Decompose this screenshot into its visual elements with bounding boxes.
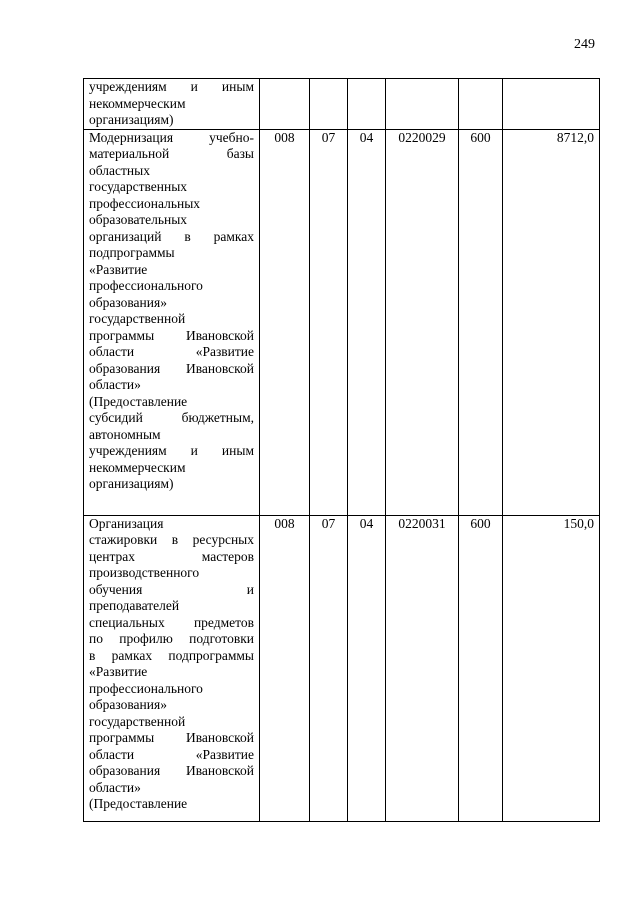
subsection-code: 04 (348, 129, 386, 515)
description-line: материальной базы (89, 146, 254, 161)
description-line: Организация (89, 515, 164, 531)
row-description (84, 129, 260, 515)
description-line: «Развитие (89, 261, 148, 277)
target-article-code: 0220029 (386, 129, 459, 515)
budget-table (83, 78, 600, 822)
expense-type-code: 600 (459, 515, 503, 821)
description-line: образования Ивановской (89, 763, 254, 778)
subsection-code (348, 79, 386, 130)
page-number: 249 (574, 37, 595, 52)
description-line: государственных (89, 179, 188, 194)
amount-cell: 8712,0 (503, 129, 600, 515)
amount-cell: 150,0 (503, 515, 600, 821)
description-line: стажировки в ресурсных (89, 532, 254, 547)
expense-type-code (459, 79, 503, 130)
description-line: области «Развитие (89, 344, 254, 359)
description-line: образования Ивановской (89, 360, 254, 376)
description-line: по профилю подготовки (89, 631, 254, 646)
description-line: программы Ивановской (89, 730, 254, 745)
description-line: учреждениям и иным (89, 443, 254, 458)
description-line: автономным (89, 426, 161, 442)
target-article-code: 0220031 (386, 515, 459, 821)
description-line: профессионального (89, 278, 203, 293)
table-row (84, 515, 600, 821)
description-line: «Развитие (89, 664, 148, 679)
ministry-code (260, 79, 310, 130)
description-line: образовательных (89, 212, 188, 227)
description-line: образования» (89, 697, 167, 712)
description-line: некоммерческим (89, 459, 186, 475)
description-line: профессионального (89, 680, 203, 696)
description-line: некоммерческим (89, 95, 186, 111)
expense-type-code: 600 (459, 129, 503, 515)
description-line: (Предоставление (89, 393, 188, 409)
description-line: учреждениям и иным (89, 79, 254, 94)
description-line: специальных предметов (89, 614, 254, 630)
subsection-code: 04 (348, 515, 386, 821)
description-line: в рамках подпрограммы (89, 647, 254, 663)
row-description (84, 79, 260, 130)
ministry-code: 008 (260, 515, 310, 821)
description-line: организациям) (89, 476, 174, 491)
target-article-code (386, 79, 459, 130)
description-line: субсидий бюджетным, (89, 410, 254, 425)
description-line: профессиональных (89, 195, 201, 211)
description-line: областных (89, 162, 150, 178)
description-line: подпрограммы (89, 245, 175, 260)
row-description (84, 515, 260, 821)
section-code: 07 (310, 129, 348, 515)
section-code: 07 (310, 515, 348, 821)
amount-cell (503, 79, 600, 130)
description-line: центрах мастеров (89, 548, 254, 564)
section-code (310, 79, 348, 130)
description-line: преподавателей (89, 598, 180, 613)
description-line: производственного (89, 565, 200, 580)
table-row (84, 79, 600, 130)
description-line: области «Развитие (89, 746, 254, 762)
description-line: Модернизация учебно- (89, 129, 254, 145)
description-line: обучения и (89, 581, 254, 597)
description-line: государственной (89, 311, 186, 326)
description-line: (Предоставление (89, 796, 188, 811)
table-row (84, 129, 600, 515)
description-line: образования» (89, 294, 167, 310)
description-line: программы Ивановской (89, 327, 254, 343)
description-line: организациям) (89, 112, 174, 127)
description-line: государственной (89, 713, 186, 729)
description-line: области» (89, 779, 141, 795)
description-line: организаций в рамках (89, 228, 254, 244)
ministry-code: 008 (260, 129, 310, 515)
description-line: области» (89, 377, 141, 392)
